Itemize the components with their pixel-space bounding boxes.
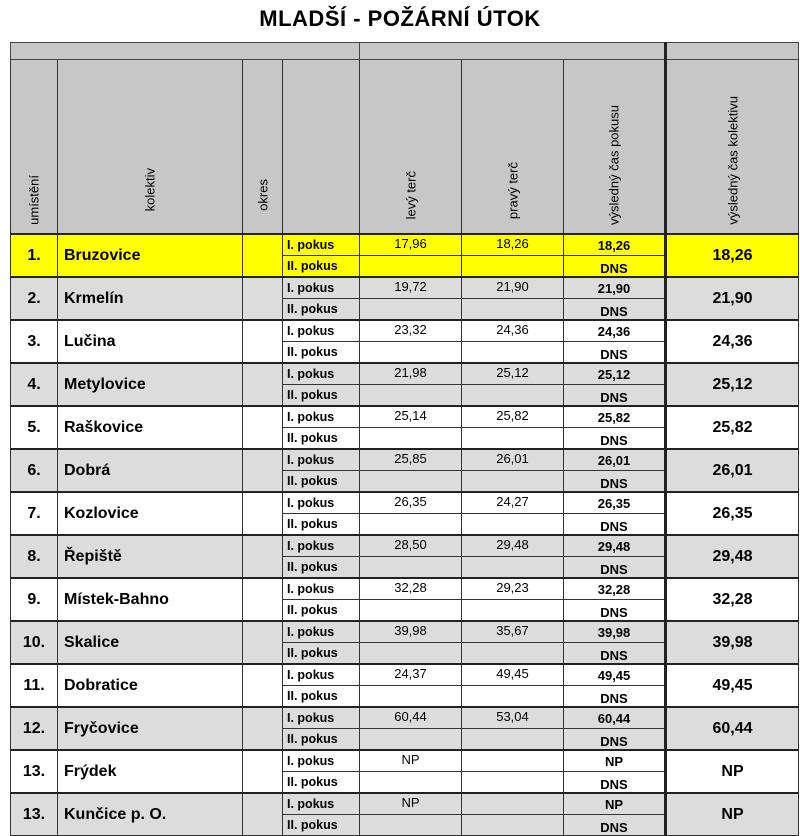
- row-left-target-2: [360, 514, 462, 536]
- row-attempt-1-time: 49,45: [564, 664, 666, 686]
- row-place: 7.: [11, 492, 58, 535]
- header-attempt-time: výsledný čas pokusu: [564, 60, 666, 235]
- row-place: 5.: [11, 406, 58, 449]
- row-attempt-1-time: 26,35: [564, 492, 666, 514]
- header-district: okres: [243, 60, 283, 235]
- table-row: [11, 449, 799, 471]
- row-left-target: 28,50: [360, 535, 462, 557]
- row-team: Místek-Bahno: [58, 578, 243, 621]
- row-left-target: 60,44: [360, 707, 462, 729]
- row-attempt-1-time: NP: [564, 793, 666, 815]
- table-row: [11, 320, 799, 342]
- row-left-target: 26,35: [360, 492, 462, 514]
- row-place: 13.: [11, 750, 58, 793]
- row-team-time: 39,98: [666, 621, 799, 664]
- row-attempt-1-label: I. pokus: [283, 793, 360, 815]
- row-team: Raškovice: [58, 406, 243, 449]
- row-attempt-2-time: DNS: [564, 815, 666, 836]
- row-attempt-2-label: II. pokus: [283, 600, 360, 622]
- row-attempt-1-label: I. pokus: [283, 621, 360, 643]
- row-district: [243, 621, 283, 664]
- row-right-target-2: [462, 815, 564, 836]
- row-team-time: 29,48: [666, 535, 799, 578]
- row-team-time: 60,44: [666, 707, 799, 750]
- row-attempt-1-label: I. pokus: [283, 578, 360, 600]
- table-row: [11, 363, 799, 385]
- row-left-target: NP: [360, 750, 462, 772]
- row-left-target: 21,98: [360, 363, 462, 385]
- header-team-time: výsledný čas kolektivu: [666, 60, 799, 235]
- row-left-target-2: [360, 815, 462, 836]
- row-left-target: 19,72: [360, 277, 462, 299]
- row-attempt-2-time: DNS: [564, 471, 666, 493]
- row-district: [243, 578, 283, 621]
- row-attempt-1-label: I. pokus: [283, 234, 360, 256]
- row-left-target-2: [360, 772, 462, 794]
- row-district: [243, 492, 283, 535]
- table-row: [11, 664, 799, 686]
- row-attempt-2-label: II. pokus: [283, 772, 360, 794]
- row-left-target-2: [360, 557, 462, 579]
- row-attempt-2-time: DNS: [564, 600, 666, 622]
- row-right-target: 35,67: [462, 621, 564, 643]
- row-team-time: 26,35: [666, 492, 799, 535]
- row-attempt-2-time: DNS: [564, 643, 666, 665]
- row-team: Krmelín: [58, 277, 243, 320]
- row-attempt-1-label: I. pokus: [283, 492, 360, 514]
- row-team: Fryčovice: [58, 707, 243, 750]
- row-attempt-1-label: I. pokus: [283, 750, 360, 772]
- row-attempt-2-label: II. pokus: [283, 686, 360, 708]
- header-team: kolektiv: [58, 60, 243, 235]
- table-row: [11, 234, 799, 256]
- row-team-time: 24,36: [666, 320, 799, 363]
- row-attempt-1-time: 24,36: [564, 320, 666, 342]
- row-attempt-2-time: DNS: [564, 772, 666, 794]
- row-left-target-2: [360, 385, 462, 407]
- row-right-target-2: [462, 385, 564, 407]
- row-attempt-1-time: 25,12: [564, 363, 666, 385]
- row-district: [243, 320, 283, 363]
- row-attempt-1-time: 60,44: [564, 707, 666, 729]
- row-team-time: 49,45: [666, 664, 799, 707]
- row-left-target-2: [360, 256, 462, 278]
- row-left-target: 17,96: [360, 234, 462, 256]
- page-title: MLADŠÍ - POŽÁRNÍ ÚTOK: [259, 6, 541, 31]
- row-attempt-2-time: DNS: [564, 686, 666, 708]
- row-attempt-2-time: DNS: [564, 557, 666, 579]
- row-team: Kozlovice: [58, 492, 243, 535]
- row-team: Frýdek: [58, 750, 243, 793]
- row-attempt-1-time: 29,48: [564, 535, 666, 557]
- row-left-target-2: [360, 686, 462, 708]
- row-right-target: 25,12: [462, 363, 564, 385]
- row-attempt-2-label: II. pokus: [283, 342, 360, 364]
- row-right-target: 24,27: [462, 492, 564, 514]
- row-team-time: 21,90: [666, 277, 799, 320]
- row-attempt-2-label: II. pokus: [283, 729, 360, 751]
- row-attempt-1-time: 25,82: [564, 406, 666, 428]
- row-attempt-1-label: I. pokus: [283, 664, 360, 686]
- row-right-target: 18,26: [462, 234, 564, 256]
- table-row: [11, 277, 799, 299]
- row-right-target-2: [462, 428, 564, 450]
- row-right-target: 26,01: [462, 449, 564, 471]
- table-row: [11, 406, 799, 428]
- row-team-time: 18,26: [666, 234, 799, 277]
- row-place: 13.: [11, 793, 58, 836]
- row-left-target-2: [360, 342, 462, 364]
- row-left-target: 23,32: [360, 320, 462, 342]
- header-band: [11, 43, 799, 60]
- row-attempt-2-time: DNS: [564, 514, 666, 536]
- row-place: 2.: [11, 277, 58, 320]
- row-district: [243, 449, 283, 492]
- row-attempt-1-label: I. pokus: [283, 535, 360, 557]
- row-place: 4.: [11, 363, 58, 406]
- row-right-target: 24,36: [462, 320, 564, 342]
- row-left-target: NP: [360, 793, 462, 815]
- table-row: [11, 578, 799, 600]
- row-attempt-1-time: 18,26: [564, 234, 666, 256]
- row-attempt-1-label: I. pokus: [283, 406, 360, 428]
- row-attempt-1-label: I. pokus: [283, 320, 360, 342]
- row-place: 1.: [11, 234, 58, 277]
- row-right-target: [462, 750, 564, 772]
- row-team: Dobrá: [58, 449, 243, 492]
- row-right-target: 25,82: [462, 406, 564, 428]
- row-team: Dobratice: [58, 664, 243, 707]
- row-right-target: 21,90: [462, 277, 564, 299]
- row-attempt-2-time: DNS: [564, 256, 666, 278]
- row-place: 9.: [11, 578, 58, 621]
- row-team-time: NP: [666, 750, 799, 793]
- row-right-target-2: [462, 600, 564, 622]
- row-attempt-2-label: II. pokus: [283, 557, 360, 579]
- row-team: Metylovice: [58, 363, 243, 406]
- row-attempt-1-label: I. pokus: [283, 363, 360, 385]
- row-left-target: 39,98: [360, 621, 462, 643]
- row-attempt-2-label: II. pokus: [283, 514, 360, 536]
- header-left-target: levý terč: [360, 60, 462, 235]
- row-team: Bruzovice: [58, 234, 243, 277]
- row-right-target-2: [462, 557, 564, 579]
- row-team-time: NP: [666, 793, 799, 836]
- row-team-time: 25,82: [666, 406, 799, 449]
- row-left-target-2: [360, 471, 462, 493]
- row-attempt-2-time: DNS: [564, 428, 666, 450]
- row-right-target-2: [462, 514, 564, 536]
- row-left-target-2: [360, 299, 462, 321]
- table-row: [11, 707, 799, 729]
- row-attempt-1-time: 26,01: [564, 449, 666, 471]
- row-district: [243, 707, 283, 750]
- row-team: Lučina: [58, 320, 243, 363]
- row-attempt-1-label: I. pokus: [283, 707, 360, 729]
- row-left-target: 25,14: [360, 406, 462, 428]
- row-attempt-1-time: 21,90: [564, 277, 666, 299]
- row-attempt-1-label: I. pokus: [283, 277, 360, 299]
- row-right-target-2: [462, 729, 564, 751]
- row-attempt-2-label: II. pokus: [283, 471, 360, 493]
- row-left-target: 24,37: [360, 664, 462, 686]
- row-attempt-2-time: DNS: [564, 385, 666, 407]
- row-district: [243, 664, 283, 707]
- row-attempt-2-time: DNS: [564, 342, 666, 364]
- row-left-target-2: [360, 600, 462, 622]
- row-district: [243, 277, 283, 320]
- row-attempt-2-label: II. pokus: [283, 256, 360, 278]
- row-team-time: 26,01: [666, 449, 799, 492]
- row-district: [243, 363, 283, 406]
- row-right-target: [462, 793, 564, 815]
- row-place: 11.: [11, 664, 58, 707]
- row-district: [243, 406, 283, 449]
- row-place: 10.: [11, 621, 58, 664]
- row-left-target-2: [360, 428, 462, 450]
- row-right-target: 49,45: [462, 664, 564, 686]
- row-district: [243, 234, 283, 277]
- row-attempt-2-label: II. pokus: [283, 428, 360, 450]
- row-team: Řepiště: [58, 535, 243, 578]
- row-place: 8.: [11, 535, 58, 578]
- row-attempt-1-label: I. pokus: [283, 449, 360, 471]
- row-attempt-2-label: II. pokus: [283, 643, 360, 665]
- row-place: 12.: [11, 707, 58, 750]
- table-row: [11, 492, 799, 514]
- table-row: [11, 750, 799, 772]
- row-team: Skalice: [58, 621, 243, 664]
- row-district: [243, 535, 283, 578]
- row-right-target-2: [462, 643, 564, 665]
- row-left-target: 32,28: [360, 578, 462, 600]
- row-team-time: 25,12: [666, 363, 799, 406]
- header-row: [11, 60, 799, 235]
- row-attempt-2-label: II. pokus: [283, 815, 360, 836]
- table-row: [11, 621, 799, 643]
- row-attempt-2-time: DNS: [564, 729, 666, 751]
- row-left-target: 25,85: [360, 449, 462, 471]
- header-place: umístění: [11, 60, 58, 235]
- row-district: [243, 793, 283, 836]
- row-attempt-1-time: NP: [564, 750, 666, 772]
- row-left-target-2: [360, 643, 462, 665]
- row-place: 3.: [11, 320, 58, 363]
- row-attempt-1-time: 32,28: [564, 578, 666, 600]
- row-district: [243, 750, 283, 793]
- row-right-target-2: [462, 299, 564, 321]
- row-right-target: 29,48: [462, 535, 564, 557]
- row-right-target-2: [462, 471, 564, 493]
- row-right-target-2: [462, 342, 564, 364]
- header-right-target: pravý terč: [462, 60, 564, 235]
- row-right-target: 53,04: [462, 707, 564, 729]
- header-attempt: [283, 60, 360, 235]
- table-row: [11, 793, 799, 815]
- row-attempt-1-time: 39,98: [564, 621, 666, 643]
- row-attempt-2-time: DNS: [564, 299, 666, 321]
- row-left-target-2: [360, 729, 462, 751]
- row-right-target-2: [462, 772, 564, 794]
- row-team: Kunčice p. O.: [58, 793, 243, 836]
- row-right-target: 29,23: [462, 578, 564, 600]
- row-right-target-2: [462, 686, 564, 708]
- row-attempt-2-label: II. pokus: [283, 299, 360, 321]
- row-team-time: 32,28: [666, 578, 799, 621]
- row-right-target-2: [462, 256, 564, 278]
- table-row: [11, 535, 799, 557]
- results-table: [10, 42, 799, 836]
- row-attempt-2-label: II. pokus: [283, 385, 360, 407]
- row-place: 6.: [11, 449, 58, 492]
